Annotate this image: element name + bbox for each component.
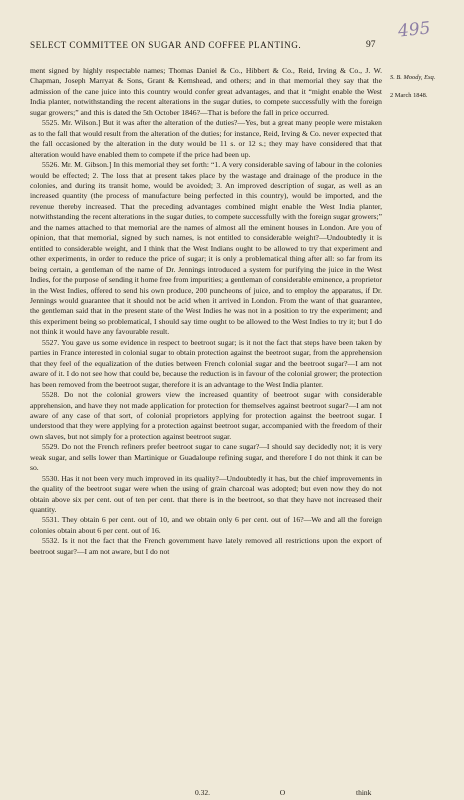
margin-witness-name: S. B. Moody, Esq. [390, 74, 436, 81]
page-number: 97 [366, 40, 376, 50]
sheet-mark: 0.32. [195, 788, 210, 797]
paragraph-5528: 5528. Do not the colonial growers view the increased quantity of beetroot sugar with considerable apprehension, and have they not made application for protection for themselves against beetroot sugar?—I am not aware of any case of that sort, of colonial proprietors applying for protection against the beetroot sugar. I understood that they were applying for a protection against beetroot sugar, accompanied with the freedom of their own slaves, but not simply for a protection against beetroot sugar. [30, 390, 382, 441]
margin-date: 2 March 1848. [390, 92, 428, 99]
paragraph-5527: 5527. You gave us some evidence in respect to beetroot sugar; is it not the fact that steps have been taken by parties in France interested in colonial sugar to obtain protection against the beetroot sugar, from the apprehension that they feel of the equalization of the duties between French colonial sugar and the beetroot sugar?—I am not aware of it. I do not see how that could be, because the reduction is in favour of the colonial grower; the protection has been removed from the beetroot sugar, therefore it is an advantage to the West India planter. [30, 337, 382, 389]
paragraph-5529: 5529. Do not the French refiners prefer beetroot sugar to cane sugar?—I should say decidedly not; it is very weak sugar, and sells lower than Martinique or Guadaloupe refining sugar, and therefore I do not think it can be so. [30, 442, 382, 473]
paragraph-5531: 5531. They obtain 6 per cent. out of 10, and we obtain only 6 per cent. out of 16?—We and all the foreign colonies obtain about 6 per cent. out of 16. [30, 515, 382, 535]
paragraph-5530: 5530. Has it not been very much improved in its quality?—Undoubtedly it has, but the chief improvements in the quality of the beetroot sugar were when the using of grain charcoal was adopted; but even now they do not obtain above six per cent. out of ten per cent. that there is in the beetroot, so that they have not increased their quantity. [30, 473, 382, 515]
paragraph-5526: 5526. Mr. M. Gibson.] In this memorial they set forth: “1. A very considerable saving of labour in the colonies would be effected; 2. The loss that at present takes place by the wastage and drainage of the produce in the colonies, and during its transit home, would be avoided; 3. An improved description of sugar, as well as an increased quantity (the process of manufacture being perfected in this country), would be imported, and the revenue thereby increased. That the preceding advantages combined might enable the West India planter, notwithstanding the recent alterations in the sugar duties, to compete successfully with the foreign sugar growers;” and the names attached to that memorial are the names of almost all the eminent houses in London. Are you of opinion, that that memorial, signed by such names, is not entitled to considerable weight?—Undoubtedly it is entitled to considerable weight, and I think that the West Indians ought to be allowed to try that experiment and other experiments, in order to reduce the price of sugar; it is only a problematical thing after all: so far from its being certain, a gentleman of the name of Dr. Jennings introduced a system for purifying the juice in the West Indies, for the purpose of sending it home free from impurities; a gentleman of considerable eminence, a proprietor in the West Indies, offered to send his own produce, 200 puncheons of juice, and to employ the apparatus, if Dr. Jennings would guarantee that it should not be acid when it arrived in London. From the want of that guarantee, the gentleman said that in the present state of the West Indies he was not in a position to try the experiment; and this experiment being so problematical, I should say time ought to be allowed to the West Indies to try it; but I do not think it would have any favourable result. [30, 160, 382, 337]
footer-signature-mark [195, 788, 285, 797]
paragraph-continuation: ment signed by highly respectable names; Thomas Daniel & Co., Hibbert & Co., Reid, Irving & Co., J. W. Chapman, Joseph Marryat & Sons, Grant & Kemshead, and others; and in that memorial they say that the admission of the cane juice into this country would confer great advantages, and that it “might enable the West India planter, notwithstanding the recent alterations in the sugar duties, to compete successfully with the foreign sugar growers;” and this is dated the 5th October 1846?—That is before the fall in price occurred. [30, 66, 382, 117]
paragraph-5525: 5525. Mr. Wilson.] But it was after the alteration of the duties?—Yes, but a great many people were mistaken as to the fall that would result from the alteration of the duties; for instance, Reid, Irving & Co. never expected that the fall occasioned by the alteration in the duty would be 11 s. or 12 s.; they may have considered that that alteration would have enabled them to compete if the price had been up. [30, 118, 382, 159]
paragraph-5532: 5532. Is it not the fact that the French government have lately removed all restrictions upon the export of beetroot sugar?—I am not aware, but I do not [30, 536, 382, 556]
body-text [30, 66, 382, 557]
catchword: think [356, 788, 372, 797]
signature-letter: O [279, 788, 286, 797]
running-title: SELECT COMMITTEE ON SUGAR AND COFFEE PLANTING. [30, 40, 302, 50]
handwritten-folio-number: 495 [397, 18, 432, 42]
